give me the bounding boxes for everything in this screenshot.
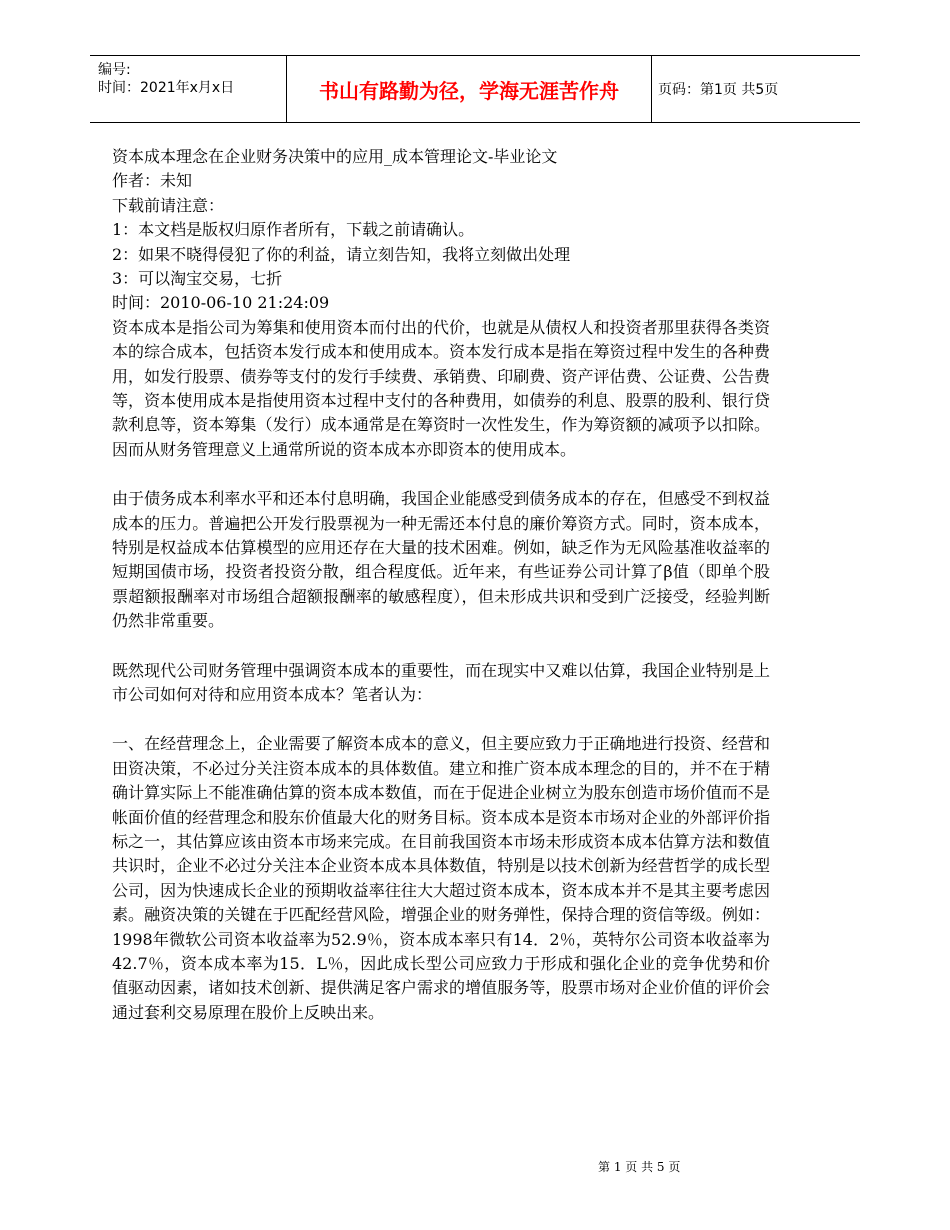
document-author: 作者：未知	[112, 171, 193, 191]
notice-item: 3：可以淘宝交易，七折	[112, 268, 283, 288]
document-title: 资本成本理念在企业财务决策中的应用_成本管理论文-毕业论文	[112, 147, 558, 166]
page-footer: 第 1 页 共 5 页	[598, 1160, 681, 1174]
document-time-label: 时间：2021年x月x日	[98, 80, 235, 96]
notice-item: 1：本文档是版权归原作者所有，下载之前请确认。	[112, 220, 475, 240]
body-paragraph: 一、在经营理念上，企业需要了解资本成本的意义，但主要应致力于正确地进行投资、经营和田资决策，不必过分关注资本成本的具体数值。建立和推广资本成本理念的目的，并不在于精确计算实际上不能准确估算的资本成本数值，而在于促进企业树立为股东创造市场价值而不是帐面价值的经营理念和股东价值最大化的财务目标。资本成本是资本市场对企业的外部评价指标之一，其估算应该由资本市场来完成。在目前我国资本市场未形成资本成本估算方法和数值共识时，企业不必过分关注本企业资本成本具体数值，特别是以技术创新为经营哲学的成长型公司，因为快速成长企业的预期收益率往往大大超过资本成本，资本成本并不是其主要考虑因素。融资决策的关键在于匹配经营风险，增强企业的财务弹性，保持合理的资信等级。例如：1998年微软公司资本收益率为52.9％，资本成本率只有14．2％，英特尔公司资本收益率为42.7％，资本成本率为15．L％，因此成长型公司应致力于形成和强化企业的竞争优势和价值驱动因素，诸如技术创新、提供满足客户需求的增值服务等，股票市场对企业价值的评价会通过套利交易原理在股价上反映出来。	[112, 734, 770, 1022]
header-page-number: 页码：第1页 共5页	[658, 82, 779, 98]
document-body	[112, 145, 770, 1025]
document-header	[90, 55, 860, 123]
document-number-label: 编号:	[98, 62, 131, 78]
body-paragraph: 由于债务成本利率水平和还本付息明确，我国企业能感受到债务成本的存在，但感受不到权益成本的压力。普遍把公开发行股票视为一种无需还本付息的廉价筹资方式。同时，资本成本，特别是权益成本估算模型的应用还存在大量的技术困难。例如，缺乏作为无风险基准收益率的短期国债市场，投资者投资分散，组合程度低。近年来，有些证券公司计算了β值（即单个股票超额报酬率对市场组合超额报酬率的敏感程度），但未形成共识和受到广泛接受，经验判断仍然非常重要。	[112, 489, 770, 631]
document-time: 时间：2010-06-10 21:24:09	[112, 293, 330, 313]
notice-item: 2：如果不晓得侵犯了你的利益，请立刻告知，我将立刻做出处理	[112, 244, 571, 264]
body-paragraph: 资本成本是指公司为筹集和使用资本而付出的代价，也就是从债权人和投资者那里获得各类资本的综合成本，包括资本发行成本和使用成本。资本发行成本是指在筹资过程中发生的各种费用，如发行股票、债券等支付的发行手续费、承销费、印刷费、资产评估费、公证费、公告费等，资本使用成本是指使用资本过程中支付的各种费用，如债券的利息、股票的股利、银行贷款利息等，资本筹集（发行）成本通常是在筹资时一次性发生，作为筹资额的减项予以扣除。因而从财务管理意义上通常所说的资本成本亦即资本的使用成本。	[112, 317, 770, 459]
notice-heading: 下载前请注意：	[112, 195, 225, 215]
body-paragraph: 既然现代公司财务管理中强调资本成本的重要性，而在现实中又难以估算，我国企业特别是上市公司如何对待和应用资本成本？笔者认为：	[112, 660, 770, 705]
header-info-cell	[90, 56, 286, 122]
header-motto: 书山有路勤为径，学海无涯苦作舟	[286, 56, 652, 122]
